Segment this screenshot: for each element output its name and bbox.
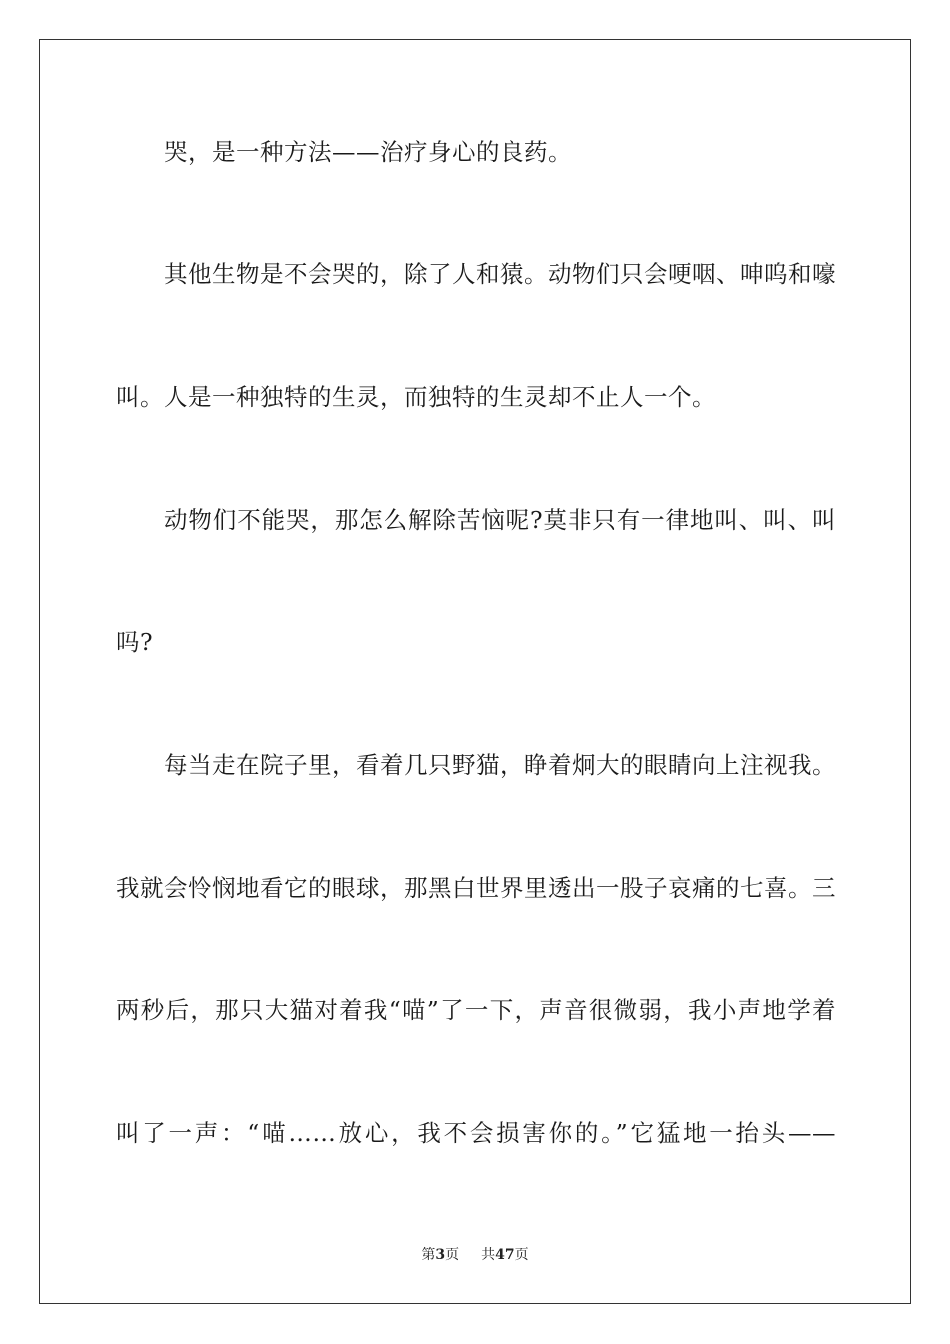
text-line-6: 每当走在院子里，看着几只野猫，睁着炯大的眼睛向上注视我。 [164, 751, 836, 779]
text-line-3: 叫。人是一种独特的生灵，而独特的生灵却不止人一个。 [116, 383, 716, 411]
text-line-7: 我就会怜悯地看它的眼球，那黑白世界里透出一股子哀痛的七喜。三 [116, 874, 836, 902]
text-line-1: 哭，是一种方法——治疗身心的良药。 [164, 138, 572, 166]
total-suffix: 页 [514, 1247, 529, 1263]
page-footer [0, 1246, 950, 1264]
page-suffix: 页 [445, 1247, 460, 1263]
total-prefix: 共 [481, 1247, 496, 1263]
text-line-2: 其他生物是不会哭的，除了人和猿。动物们只会哽咽、呻呜和嚎 [164, 260, 836, 288]
text-line-8: 两秒后，那只大猫对着我“喵”了一下，声音很微弱，我小声地学着 [116, 996, 836, 1024]
text-line-4: 动物们不能哭，那怎么解除苦恼呢?莫非只有一律地叫、叫、叫 [164, 506, 836, 534]
text-line-9: 叫了一声：“喵……放心，我不会损害你的。”它猛地一抬头—— [116, 1119, 836, 1147]
text-line-5: 吗? [116, 628, 154, 656]
page-number: 3 [435, 1247, 446, 1263]
page-border [39, 39, 911, 1304]
total-pages: 47 [495, 1247, 515, 1263]
page-prefix: 第 [421, 1247, 436, 1263]
